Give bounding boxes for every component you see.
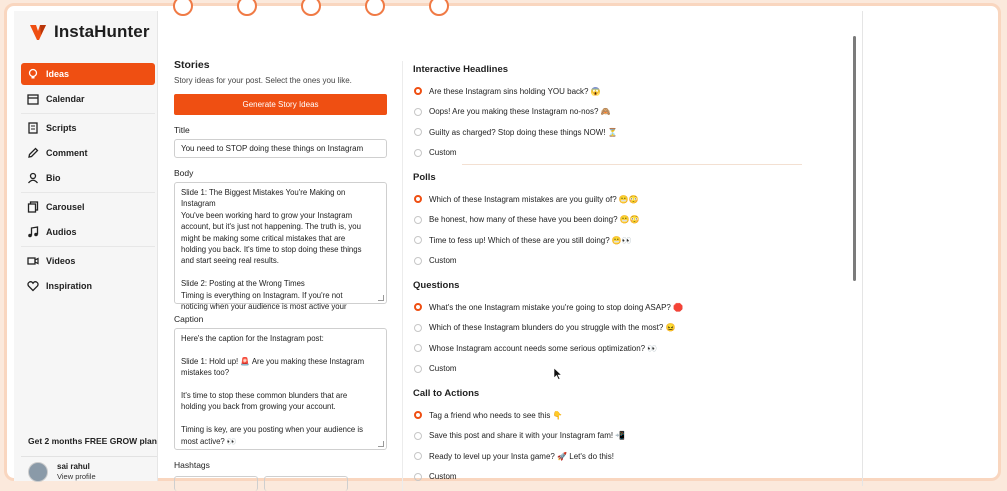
radio-option[interactable] (413, 189, 843, 210)
hashtag-inputs (174, 476, 389, 491)
radio-option[interactable] (413, 210, 843, 231)
nav-divider (21, 246, 155, 247)
nav-divider (21, 192, 155, 193)
partial-radio-1 (173, 0, 193, 16)
radio-option[interactable] (413, 81, 843, 102)
hashtag-input[interactable] (174, 476, 258, 491)
sidebar-item-label: Carousel (46, 202, 85, 212)
caption-label: Caption (174, 314, 204, 324)
option-label: What's the one Instagram mistake you're going to stop doing ASAP? 🛑 (429, 302, 684, 312)
view-profile-link[interactable]: View profile (57, 472, 96, 481)
radio-selected[interactable] (414, 411, 422, 419)
sidebar-item-label: Calendar (46, 94, 85, 104)
radio-unselected[interactable] (414, 452, 422, 460)
nav-divider (21, 113, 155, 114)
radio-option[interactable] (413, 297, 843, 318)
sidebar (14, 11, 158, 481)
radio-option[interactable] (413, 143, 843, 164)
section-gap (413, 379, 843, 388)
body-textarea[interactable] (174, 182, 387, 311)
sidebar-divider (21, 456, 157, 457)
title-label: Title (174, 125, 190, 135)
sidebar-item-label: Scripts (46, 123, 77, 133)
sidebar-item-scripts[interactable] (21, 117, 155, 139)
radio-option[interactable] (413, 122, 843, 143)
sidebar-item-inspiration[interactable] (21, 275, 155, 297)
radio-unselected[interactable] (414, 128, 422, 136)
sidebar-item-videos[interactable] (21, 250, 155, 272)
hashtags-label: Hashtags (174, 460, 210, 470)
sidebar-item-ideas[interactable] (21, 63, 155, 85)
radio-unselected[interactable] (414, 473, 422, 481)
radio-unselected[interactable] (414, 344, 422, 352)
video-icon (27, 255, 39, 267)
hashtag-input[interactable] (264, 476, 348, 491)
radio-unselected[interactable] (414, 365, 422, 373)
option-label: Which of these Instagram mistakes are you guilty of? 😬😳 (429, 194, 639, 204)
content-border (862, 11, 863, 486)
text-line (181, 344, 380, 355)
option-label: Which of these Instagram blunders do you struggle with the most? 😖 (429, 323, 676, 333)
radio-option[interactable] (413, 251, 843, 272)
generate-story-ideas-button[interactable]: Generate Story Ideas (174, 94, 387, 115)
partial-radio-4 (365, 0, 385, 16)
text-line: noticing when your audience is most active your (181, 301, 347, 311)
section-heading: Call to Actions (413, 388, 480, 399)
sidebar-item-comment[interactable] (21, 142, 155, 164)
option-label: Custom (429, 148, 457, 158)
mouse-cursor-icon (554, 368, 562, 380)
radio-unselected[interactable] (414, 432, 422, 440)
lightbulb-icon (27, 68, 39, 80)
text-line: most active? 👀 (181, 436, 237, 446)
section-heading: Polls (413, 172, 436, 183)
text-line: Here's the caption for the Instagram post: (181, 334, 324, 343)
radio-selected[interactable] (414, 195, 422, 203)
radio-option[interactable] (413, 467, 843, 488)
text-line: Timing is everything on Instagram. If you're not (181, 290, 343, 300)
text-line (181, 267, 380, 278)
resize-handle[interactable] (378, 441, 384, 447)
sidebar-nav (21, 63, 155, 300)
option-label: Oops! Are you making these Instagram no-nos? 🙈 (429, 107, 611, 117)
text-line: holding you back. It's time to stop doing these things (181, 244, 362, 254)
partial-radio-3 (301, 0, 321, 16)
custom-input-underline[interactable] (462, 164, 802, 165)
text-line: It's time to stop these common blunders that are (181, 390, 348, 400)
text-line: and start seeing real results. (181, 256, 279, 266)
option-label: Are these Instagram sins holding YOU back? 😱 (429, 86, 601, 96)
sidebar-item-calendar[interactable] (21, 88, 155, 110)
section-heading: Interactive Headlines (413, 64, 509, 75)
radio-unselected[interactable] (414, 108, 422, 116)
radio-option[interactable] (413, 102, 843, 123)
radio-unselected[interactable] (414, 324, 422, 332)
sidebar-item-audios[interactable] (21, 221, 155, 243)
section-heading: Questions (413, 280, 460, 291)
option-label: Custom (429, 256, 457, 266)
radio-unselected[interactable] (414, 216, 422, 224)
stories-panel (174, 59, 389, 491)
stories-subtitle: Story ideas for your post. Select the ones you like. (174, 76, 352, 85)
option-label: Save this post and share it with your Instagram fam! 📲 (429, 431, 626, 441)
option-label: Ready to level up your Insta game? 🚀 Let's do this! (429, 451, 614, 461)
app-window (4, 3, 1001, 481)
option-label: Guilty as charged? Stop doing these things NOW! ⏳ (429, 127, 618, 137)
text-line: account, but it's just not happening. The truth is, you (181, 222, 361, 232)
radio-unselected[interactable] (414, 257, 422, 265)
partial-radio-5 (429, 0, 449, 16)
option-label: Be honest, how many of these have you been doing? 😬😳 (429, 215, 640, 225)
radio-option[interactable] (413, 446, 843, 467)
radio-option[interactable] (413, 359, 843, 380)
music-icon (27, 226, 39, 238)
radio-selected[interactable] (414, 87, 422, 95)
text-line (181, 379, 380, 390)
sidebar-item-label: Comment (46, 148, 88, 158)
text-line: Slide 1: Hold up! 🚨 Are you making these Instagram (181, 356, 365, 366)
text-line: You've been working hard to grow your Instagram (181, 210, 353, 220)
option-label: Tag a friend who needs to see this 👇 (429, 410, 563, 420)
title-input[interactable] (174, 139, 387, 158)
text-line: Slide 2: Posting at the Wrong Times (181, 279, 305, 289)
heart-icon (27, 280, 39, 292)
option-label: Custom (429, 472, 457, 482)
radio-unselected[interactable] (414, 236, 422, 244)
option-label: Time to fess up! Which of these are you still doing? 😬👀 (429, 235, 632, 245)
panel-divider (402, 61, 403, 491)
radio-option[interactable] (413, 230, 843, 251)
text-line: Timing is key, are you posting when your audience is (181, 425, 364, 435)
partial-radio-2 (237, 0, 257, 16)
user-profile[interactable] (28, 462, 96, 482)
radio-option[interactable] (413, 426, 843, 447)
sidebar-item-label: Ideas (46, 69, 70, 79)
stories-heading: Stories (174, 59, 210, 71)
text-line: holding you back from growing your account. (181, 402, 336, 412)
calendar-icon (27, 93, 39, 105)
promo-text[interactable]: Get 2 months FREE GROW plan (28, 436, 157, 446)
option-label: Custom (429, 364, 457, 374)
sidebar-item-label: Inspiration (46, 281, 93, 291)
radio-option[interactable] (413, 318, 843, 339)
pencil-icon (27, 147, 39, 159)
document-icon (27, 122, 39, 134)
logo-mark-icon (28, 22, 48, 42)
sidebar-item-carousel[interactable] (21, 196, 155, 218)
sidebar-item-label: Videos (46, 256, 76, 266)
copy-icon (27, 201, 39, 213)
logo[interactable] (28, 22, 150, 42)
body-label: Body (174, 168, 194, 178)
section-gap (413, 271, 843, 280)
sidebar-item-label: Bio (46, 173, 61, 183)
text-line: might be making some critical mistakes that are (181, 233, 346, 243)
radio-selected[interactable] (414, 303, 422, 311)
sidebar-item-bio[interactable] (21, 167, 155, 189)
text-line: Slide 1: The Biggest Mistakes You're Making on (181, 188, 346, 197)
caption-textarea[interactable] (174, 328, 387, 450)
sidebar-item-label: Audios (46, 227, 77, 237)
ideas-options-panel (413, 64, 843, 487)
text-line: Instagram (181, 199, 216, 209)
radio-option[interactable] (413, 338, 843, 359)
option-label: Whose Instagram account needs some serious optimization? 👀 (429, 343, 658, 353)
resize-handle[interactable] (378, 295, 384, 301)
text-line (181, 413, 380, 424)
avatar (28, 462, 48, 482)
app-name: InstaHunter (54, 22, 150, 41)
text-line: mistakes too? (181, 368, 230, 378)
person-icon (27, 172, 39, 184)
radio-unselected[interactable] (414, 149, 422, 157)
scrollbar[interactable] (853, 36, 856, 281)
radio-option[interactable] (413, 405, 843, 426)
user-name: sai rahul (57, 462, 90, 471)
